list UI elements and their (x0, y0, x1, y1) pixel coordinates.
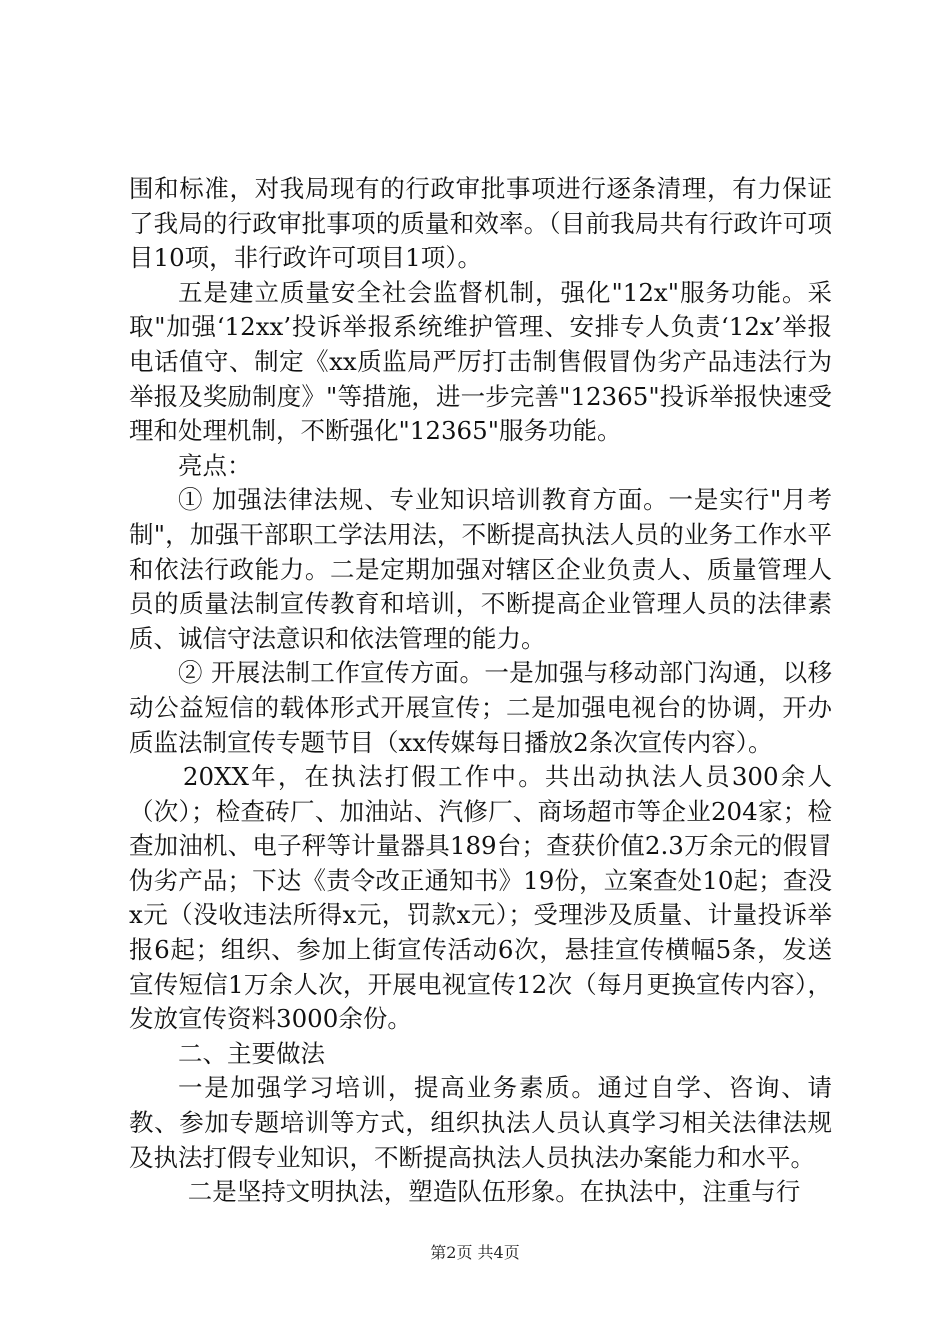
page-total: 共4页 (477, 1243, 520, 1262)
section-heading-main-methods: 二、主要做法 (178, 1038, 325, 1068)
paragraph-method-1: 一是加强学习培训，提高业务素质。通过自学、咨询、请教、参加专题培训等方式，组织执法人员认真学习相关法律法规及执法打假专业知识，不断提高执法人员执法办案能力和水平。 (129, 1073, 832, 1172)
paragraph-highlights-heading: 亮点： (178, 450, 252, 480)
page-number: 第2页 (430, 1243, 473, 1262)
paragraph-method-2: 二是坚持文明执法，塑造队伍形象。在执法中，注重与行 (187, 1177, 801, 1207)
paragraph-highlight-2: ② 开展法制工作宣传方面。一是加强与移动部门沟通，以移动公益短信的载体形式开展宣传；二是加强电视台的协调，开办质监法制宣传专题节目（xx传媒每日播放2条次宣传内容）。 (129, 658, 832, 757)
paragraph-statistics: 20XX年，在执法打假工作中。共出动执法人员300余人（次）；检查砖厂、加油站、汽修厂、商场超市等企业204家；检查加油机、电子秤等计量器具189台；查获价值2.3万余元的假冒伪劣产品；下达《责令改正通知书》19份，立案查处10起；查没x元（没收违法所得x元，罚款x元）；受理涉及质量、计量投诉举报6起；组织、参加上街宣传活动6次，悬挂宣传横幅5条，发送宣传短信1万余人次，开展电视宣传12次（每月更换宣传内容），发放宣传资料3000余份。 (129, 762, 832, 1034)
page-footer (0, 1243, 950, 1263)
paragraph-highlight-1: ① 加强法律法规、专业知识培训教育方面。一是实行"月考制"，加强干部职工学法用法，不断提高执法人员的业务工作水平和依法行政能力。二是定期加强对辖区企业负责人、质量管理人员的质量法制宣传教育和培训，不断提高企业管理人员的法律素质、诚信守法意识和依法管理的能力。 (129, 485, 832, 653)
paragraph-1: 围和标准，对我局现有的行政审批事项进行逐条清理，有力保证了我局的行政审批事项的质量和效率。（目前我局共有行政许可项目10项，非行政许可项目1项）。 (129, 174, 832, 273)
document-body (129, 172, 832, 1210)
paragraph-2: 五是建立质量安全社会监督机制，强化"12x"服务功能。采取"加强‘12xx’投诉举报系统维护管理、安排专人负责‘12x’举报电话值守、制定《xx质监局严厉打击制售假冒伪劣产品违法行为举报及奖励制度》"等措施，进一步完善"12365"投诉举报快速受理和处理机制，不断强化"12365"服务功能。 (129, 277, 832, 446)
